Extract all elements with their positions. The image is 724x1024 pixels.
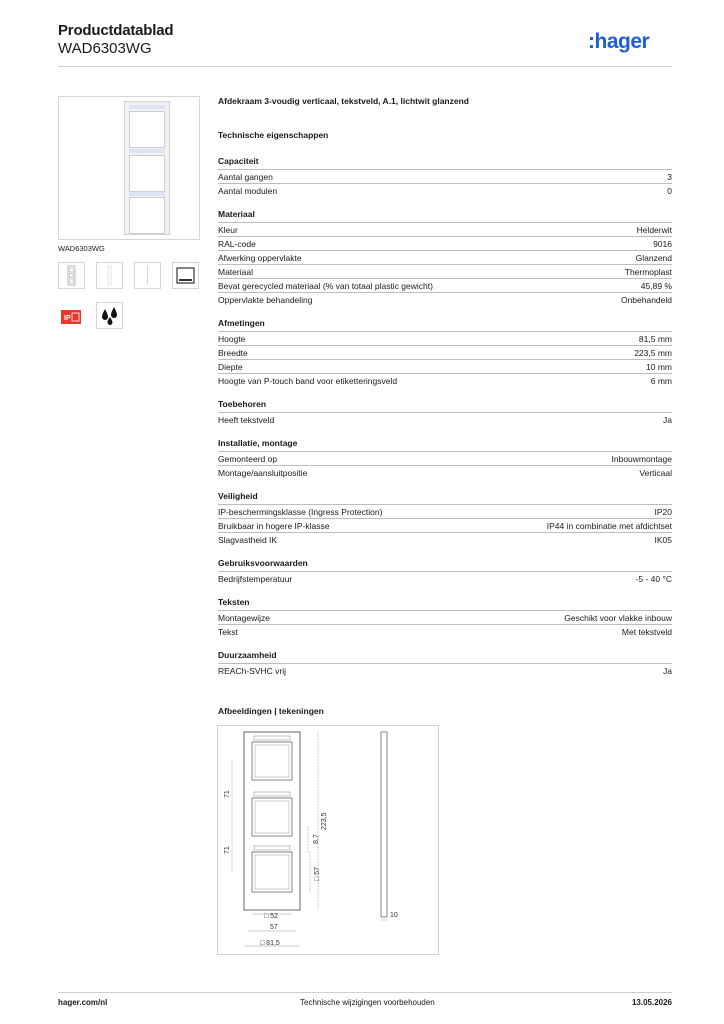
dim-57-side: □ 57 (314, 867, 321, 881)
header-divider (58, 66, 672, 67)
spec-label: Gemonteerd op (218, 454, 278, 464)
image-caption: WAD6303WG (58, 244, 105, 253)
section-title: Capaciteit (218, 156, 259, 166)
section-title: Toebehoren (218, 399, 267, 409)
spec-row (218, 518, 672, 532)
spec-label: Montage/aansluitpositie (218, 468, 308, 478)
spec-label: Aantal gangen (218, 172, 273, 182)
spec-row (218, 532, 672, 546)
spec-row (218, 451, 672, 465)
spec-label: Bruikbaar in hogere IP-klasse (218, 521, 330, 531)
spec-value: Verticaal (639, 468, 672, 478)
spec-value: 45,89 % (640, 281, 672, 291)
frame-illustration (124, 101, 170, 235)
spec-row (218, 373, 672, 387)
spec-value: 223,5 mm (634, 348, 672, 358)
page-title: Productdatablad (58, 22, 174, 39)
section-title: Duurzaamheid (218, 650, 277, 660)
spec-label: IP-beschermingsklasse (Ingress Protection) (218, 507, 383, 517)
spec-value: 9016 (653, 239, 672, 249)
spec-label: Montagewijze (218, 613, 270, 623)
spec-row (218, 236, 672, 250)
spec-value: 10 mm (646, 362, 672, 372)
product-description: Afdekraam 3-voudig verticaal, tekstveld, A.1, lichtwit glanzend (218, 96, 469, 106)
spec-label: Aantal modulen (218, 186, 278, 196)
spec-row (218, 169, 672, 183)
spec-value: -5 - 40 °C (635, 574, 672, 584)
dim-223-5: 223,5 (321, 812, 328, 830)
spec-label: Hoogte (218, 334, 246, 344)
spec-value: Inbouwmontage (611, 454, 672, 464)
spec-value: Ja (663, 666, 672, 676)
spec-value: IP20 (654, 507, 672, 517)
spec-value: 0 (667, 186, 672, 196)
spec-row (218, 624, 672, 638)
spec-value: Geschikt voor vlakke inbouw (564, 613, 672, 623)
spec-value: 6 mm (650, 376, 672, 386)
dim-81-5: □ 81,5 (260, 940, 280, 947)
spec-row (218, 359, 672, 373)
ip-badge-icon (60, 306, 82, 328)
spec-row (218, 183, 672, 197)
section-title: Teksten (218, 597, 250, 607)
spec-row (218, 610, 672, 624)
spec-row (218, 663, 672, 677)
dim-8-7: 8,7 (313, 834, 320, 844)
dim-71-bottom: 71 (224, 846, 231, 854)
spec-label: REACh-SVHC vrij (218, 666, 287, 676)
section-title: Gebruiksvoorwaarden (218, 558, 308, 568)
spec-row (218, 278, 672, 292)
drawings-title: Afbeeldingen | tekeningen (218, 706, 324, 716)
spec-row (218, 331, 672, 345)
section-title: Veiligheid (218, 491, 258, 501)
spec-row (218, 250, 672, 264)
spec-label: Kleur (218, 225, 238, 235)
spec-value: Onbehandeld (620, 295, 672, 305)
footer-website[interactable]: hager.com/nl (58, 998, 108, 1007)
section-title: Afmetingen (218, 318, 265, 328)
dim-52: □ 52 (264, 913, 278, 920)
spec-value: 81,5 mm (638, 334, 672, 344)
spec-label: Bevat gerecycled materiaal (% van totaal plastic gewicht) (218, 281, 433, 291)
spec-label: Breedte (218, 348, 248, 358)
water-drops-icon (96, 302, 123, 329)
spec-label: Slagvastheid IK (218, 535, 278, 545)
screen-label-icon[interactable] (172, 262, 199, 289)
spec-label: Oppervlakte behandeling (218, 295, 313, 305)
product-code: WAD6303WG (58, 40, 152, 57)
spec-row (218, 504, 672, 518)
technical-drawing (217, 725, 439, 955)
spec-row (218, 465, 672, 479)
frame-cell (129, 155, 165, 192)
technical-properties-title: Technische eigenschappen (218, 130, 329, 140)
section-title: Materiaal (218, 209, 255, 219)
hager-logo: :hager (588, 30, 650, 53)
blank-frame-split-icon[interactable] (134, 262, 161, 289)
spec-label: Bedrijfstemperatuur (218, 574, 293, 584)
spec-row (218, 345, 672, 359)
spec-row (218, 222, 672, 236)
blank-frame-icon[interactable] (96, 262, 123, 289)
spec-row (218, 412, 672, 426)
label-strip (129, 105, 165, 109)
spec-value: Glanzend (635, 253, 672, 263)
spec-row (218, 571, 672, 585)
spec-label: Hoogte van P-touch band voor etiketteringsveld (218, 376, 398, 386)
footer-date: 13.05.2026 (631, 998, 672, 1007)
spec-label: RAL-code (218, 239, 256, 249)
spec-label: Diepte (218, 362, 243, 372)
spec-row (218, 292, 672, 306)
spec-label: Afwerking oppervlakte (218, 253, 302, 263)
spec-value: IK05 (654, 535, 672, 545)
dim-10: 10 (390, 912, 398, 919)
section-title: Installatie, montage (218, 438, 298, 448)
spec-value: Thermoplast (624, 267, 672, 277)
frame-cell (129, 197, 165, 234)
spec-value: Helderwit (636, 225, 672, 235)
spec-value: Met tekstveld (621, 627, 672, 637)
label-strip (129, 149, 165, 153)
spec-label: Heeft tekstveld (218, 415, 275, 425)
product-image (58, 96, 200, 240)
frame-cell (129, 111, 165, 148)
footer-divider (58, 992, 672, 993)
spec-value: 3 (667, 172, 672, 182)
ip-badge-text: IP (64, 315, 71, 322)
spec-label: Materiaal (218, 267, 253, 277)
spec-value: IP44 in combinatie met afdichtset (546, 521, 672, 531)
spec-row (218, 264, 672, 278)
frame-vertical-icon[interactable] (58, 262, 85, 289)
spec-label: Tekst (218, 627, 238, 637)
dim-57: 57 (270, 924, 278, 931)
label-strip (129, 192, 165, 196)
spec-value: Ja (663, 415, 672, 425)
dim-71-top: 71 (224, 790, 231, 798)
footer-disclaimer: Technische wijzigingen voorbehouden (300, 998, 435, 1007)
